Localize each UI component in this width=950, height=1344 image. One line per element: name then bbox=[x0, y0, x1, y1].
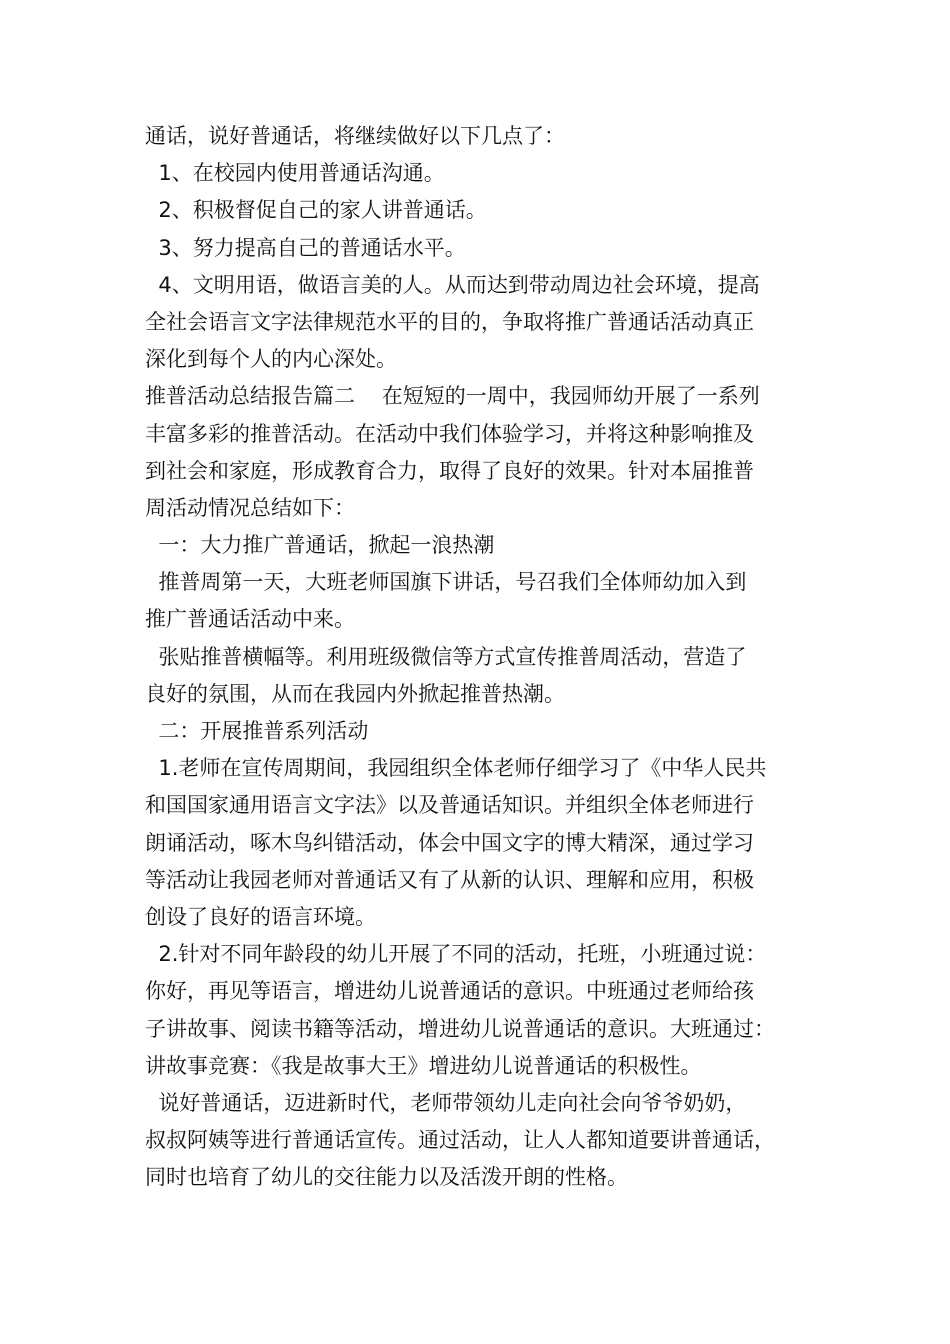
text-line: 同时也培育了幼儿的交往能力以及活泼开朗的性格。 bbox=[145, 1165, 628, 1190]
text-line: 等活动让我园老师对普通话又有了从新的认识、理解和应用，积极 bbox=[145, 867, 754, 892]
text-line: 创设了良好的语言环境。 bbox=[145, 904, 376, 929]
text-line: 推普周第一天，大班老师国旗下讲话，号召我们全体师幼加入到 bbox=[145, 570, 747, 595]
text-line: 说好普通话，迈进新时代，老师带领幼儿走向社会向爷爷奶奶， bbox=[145, 1090, 747, 1115]
text-line: 周活动情况总结如下： bbox=[145, 495, 355, 520]
text-line: 叔叔阿姨等进行普通话宣传。通过活动，让人人都知道要讲普通话， bbox=[145, 1128, 775, 1153]
text-line: 1、在校园内使用普通话沟通。 bbox=[145, 161, 445, 186]
subheading: 二：开展推普系列活动 bbox=[145, 719, 369, 743]
text-line: 子讲故事、阅读书籍等活动，增进幼儿说普通话的意识。大班通过： bbox=[145, 1016, 775, 1041]
text-line: 良好的氛围，从而在我园内外掀起推普热潮。 bbox=[145, 681, 565, 706]
text-line: 通话，说好普通话，将继续做好以下几点了： bbox=[145, 124, 565, 148]
text-line: 推广普通话活动中来。 bbox=[145, 607, 355, 632]
text-line: 2、积极督促自己的家人讲普通话。 bbox=[145, 198, 487, 223]
text-line: 讲故事竞赛：《我是故事大王》增进幼儿说普通话的积极性。 bbox=[145, 1053, 702, 1078]
text-line: 2.针对不同年龄段的幼儿开展了不同的活动，托班，小班通过说： bbox=[145, 942, 767, 967]
subheading: 一：大力推广普通话，掀起一浪热潮 bbox=[145, 533, 495, 558]
text-line: 你好，再见等语言，增进幼儿说普通话的意识。中班通过老师给孩 bbox=[145, 979, 754, 1004]
section-heading: 推普活动总结报告篇二 在短短的一周中，我园师幼开展了一系列 bbox=[145, 384, 760, 409]
text-line: 1.老师在宣传周期间，我园组织全体老师仔细学习了《中华人民共 bbox=[145, 756, 767, 781]
text-line: 4、文明用语，做语言美的人。从而达到带动周边社会环境，提高 bbox=[145, 272, 760, 297]
text-line: 丰富多彩的推普活动。在活动中我们体验学习，并将这种影响推及 bbox=[145, 421, 754, 446]
document-body bbox=[145, 118, 810, 1196]
text-line: 全社会语言文字法律规范水平的目的，争取将推广普通话活动真正 bbox=[145, 309, 754, 334]
text-line: 深化到每个人的内心深处。 bbox=[145, 347, 397, 372]
text-line: 3、努力提高自己的普通话水平。 bbox=[145, 235, 466, 260]
text-line: 到社会和家庭，形成教育合力，取得了良好的效果。针对本届推普 bbox=[145, 458, 754, 483]
text-line: 张贴推普横幅等。利用班级微信等方式宣传推普周活动，营造了 bbox=[145, 644, 747, 669]
text-line: 朗诵活动，啄木鸟纠错活动，体会中国文字的博大精深，通过学习 bbox=[145, 830, 754, 855]
text-line: 和国国家通用语言文字法》以及普通话知识。并组织全体老师进行 bbox=[145, 793, 754, 818]
